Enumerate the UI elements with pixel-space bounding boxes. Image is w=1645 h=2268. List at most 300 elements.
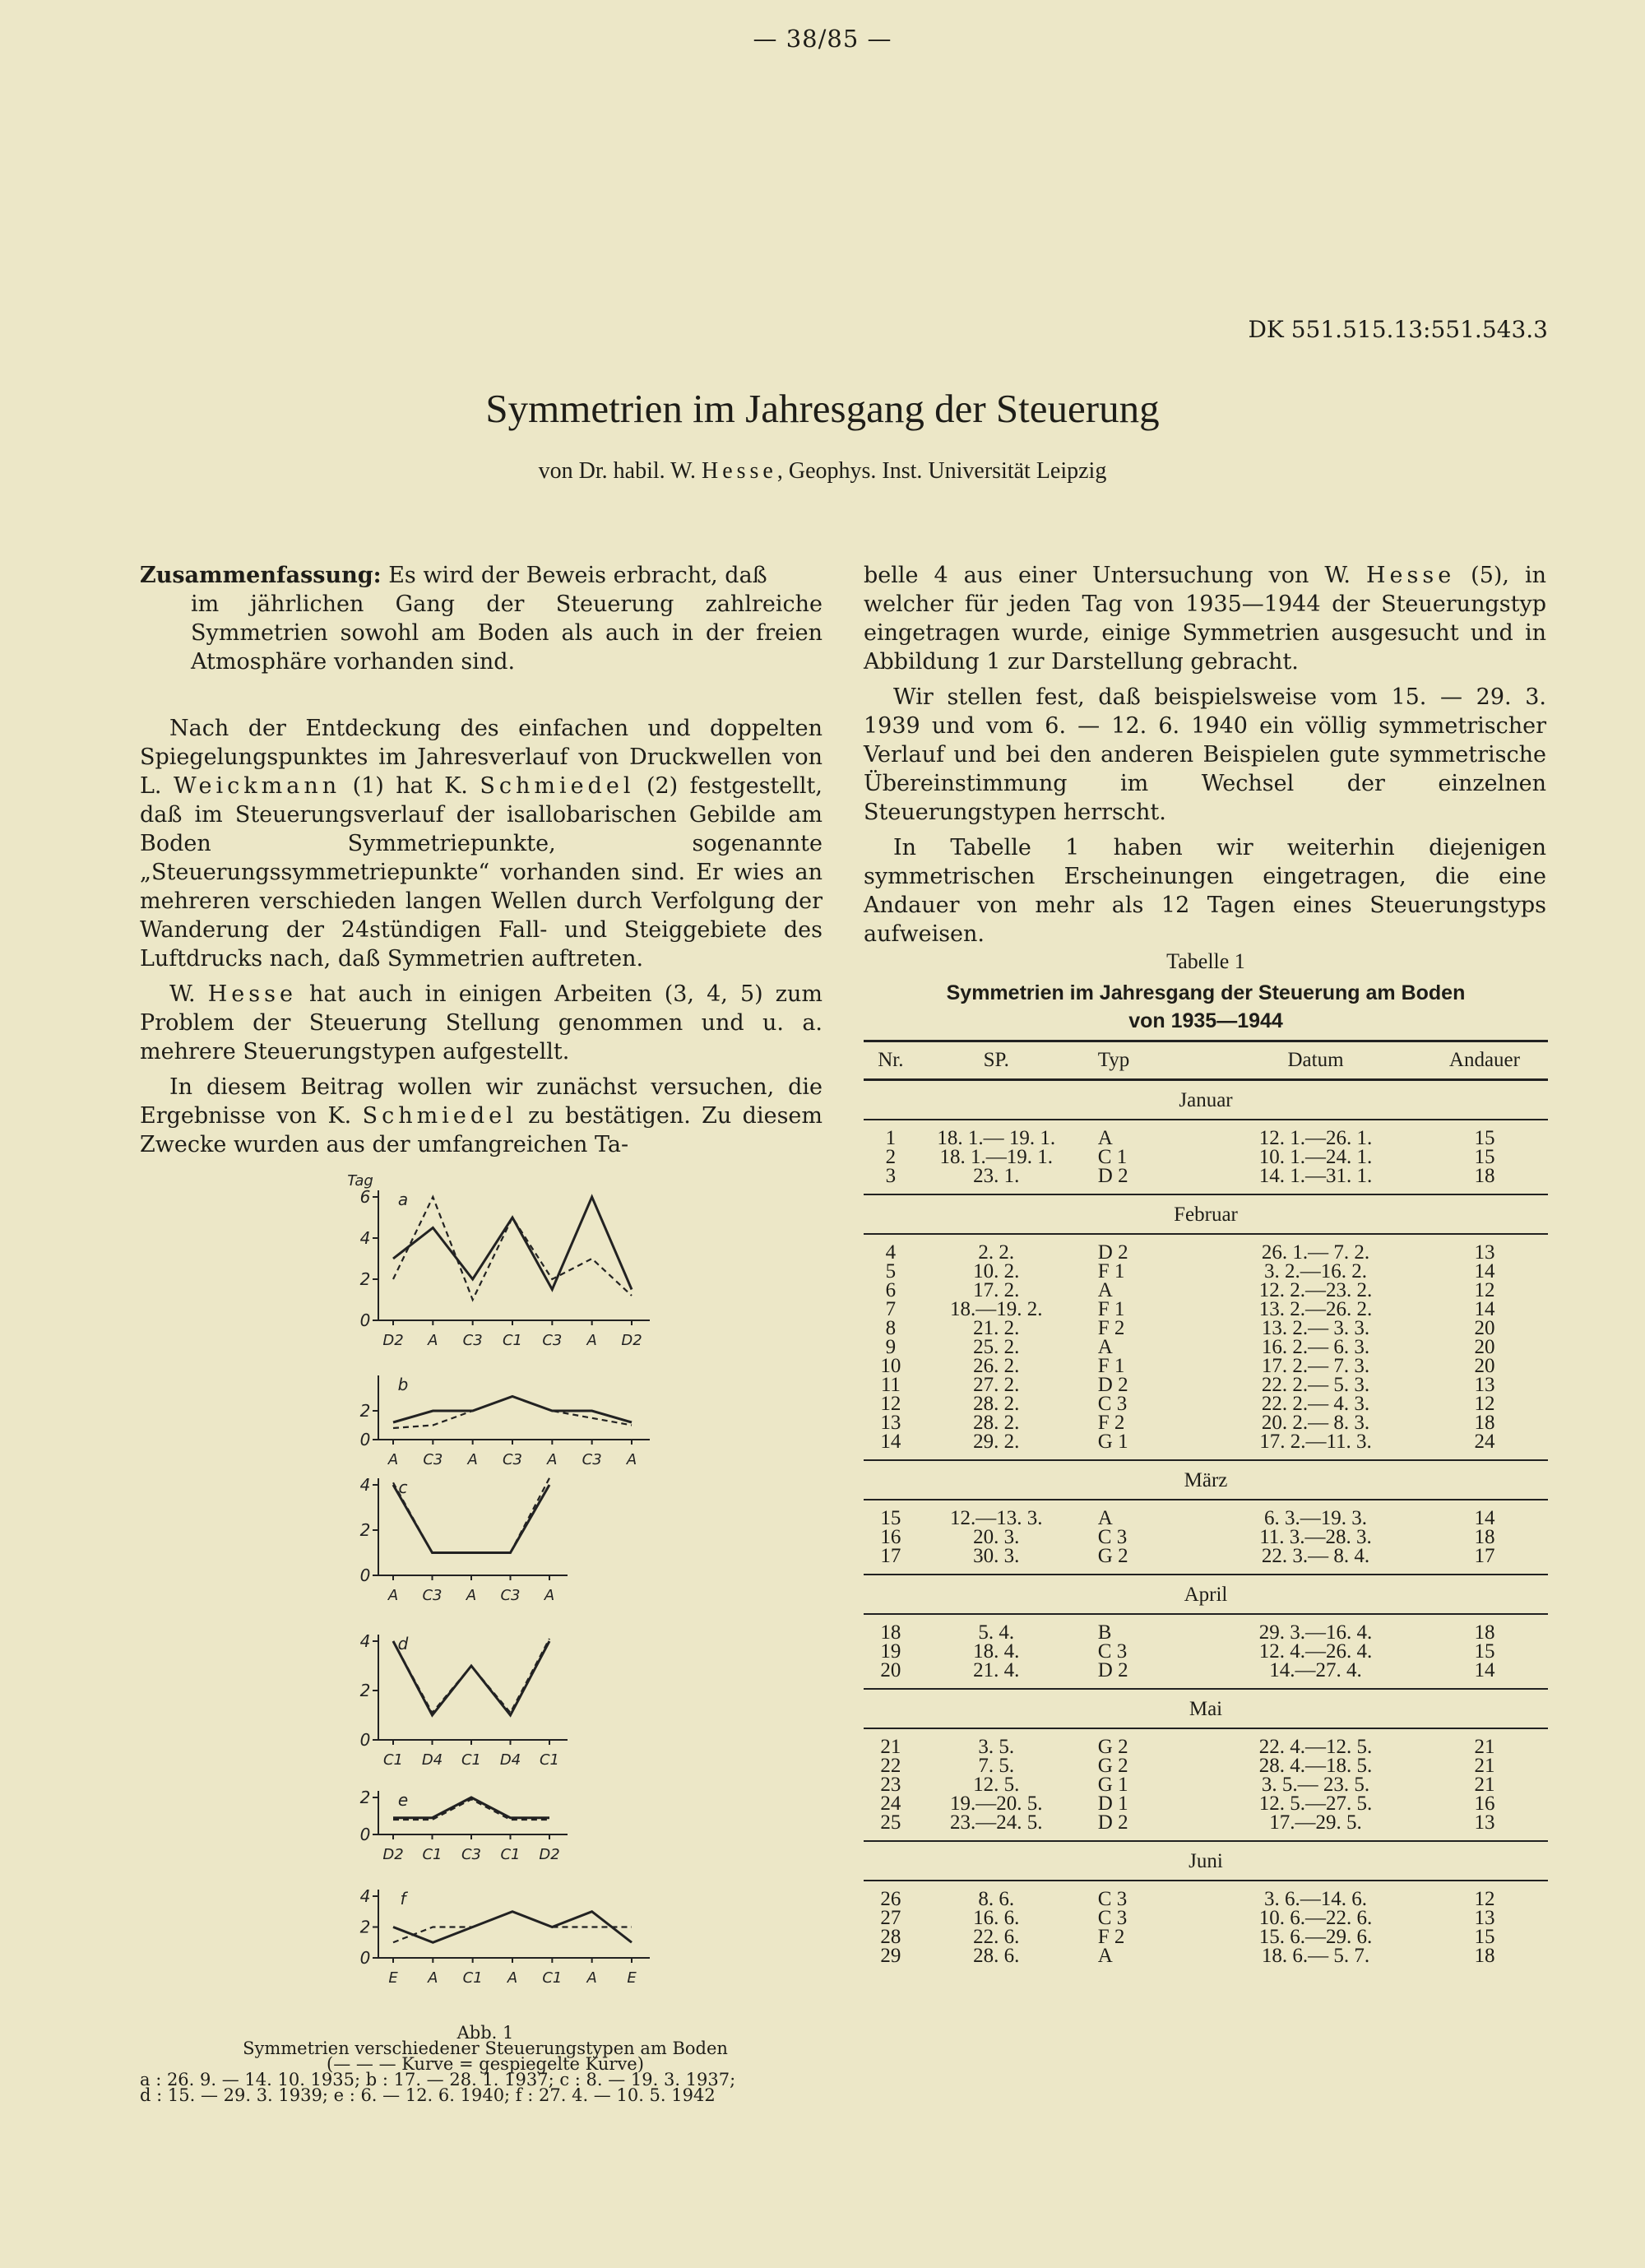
month-row [864, 1460, 1548, 1500]
cell-andauer: 21 [1474, 1755, 1495, 1777]
panel-label: d [397, 1634, 409, 1653]
table-row [864, 1775, 1548, 1794]
cell-typ: G 2 [1097, 1755, 1128, 1777]
cell-sp: 12. 5. [973, 1774, 1020, 1796]
cell-nr: 2 [885, 1146, 897, 1168]
cell-sp: 21. 2. [973, 1317, 1020, 1339]
cell-sp: 27. 2. [973, 1374, 1020, 1396]
cell-sp: 18. 4. [973, 1640, 1020, 1663]
x-tick-label: C1 [502, 1332, 523, 1349]
table-caption: Tabelle 1 [1166, 949, 1245, 973]
table-header-row [864, 1041, 1548, 1080]
p1-text-a: Nach der Entdeckung des einfachen und doppelten Spiegelungspunktes im Jahresverlauf von Druckwellen von L. [140, 716, 822, 799]
cell-nr: 23 [880, 1774, 901, 1796]
cell-sp: 28. 2. [973, 1393, 1020, 1415]
month-row [864, 1080, 1548, 1120]
table-subtitle [864, 979, 1548, 1035]
table-row [864, 1432, 1548, 1451]
summary-label: Zusammenfassung: [140, 563, 382, 588]
cell-datum: 22. 4.—12. 5. [1258, 1736, 1373, 1758]
p2-text-a: W. [169, 981, 208, 1007]
cell-datum: 3. 5.— 23. 5. [1261, 1774, 1370, 1796]
table-row [864, 1756, 1548, 1775]
cell-nr: 18 [880, 1621, 901, 1644]
cell-sp: 16. 6. [973, 1907, 1020, 1929]
figure-abb1 [288, 1172, 666, 1999]
paragraph-1 [140, 714, 822, 973]
cell-sp: 22. 6. [973, 1926, 1020, 1948]
cell-datum: 22. 2.— 4. 3. [1261, 1393, 1370, 1415]
cell-nr: 16 [880, 1526, 901, 1548]
x-tick-label: C1 [539, 1751, 560, 1769]
cell-datum: 12. 1.—26. 1. [1258, 1127, 1373, 1149]
month-row [864, 1689, 1548, 1728]
cell-nr: 8 [885, 1317, 897, 1339]
cell-datum: 3. 2.—16. 2. [1264, 1260, 1368, 1282]
p3-text-a: In diesem Beitrag wollen wir zunächst versuchen, die Ergebnisse von K. [140, 1074, 822, 1129]
cell-typ: F 1 [1097, 1355, 1125, 1377]
y-tick-label: 2 [359, 1401, 371, 1421]
cell-typ: F 2 [1097, 1412, 1125, 1434]
cell-andauer: 16 [1474, 1793, 1495, 1815]
x-tick-label: C3 [542, 1332, 563, 1349]
cell-typ: F 1 [1097, 1298, 1125, 1320]
table-row [864, 1794, 1548, 1813]
cell-typ: F 1 [1097, 1260, 1125, 1282]
table-row [864, 1375, 1548, 1394]
x-tick-label: E [627, 1969, 637, 1987]
figure-caption [140, 2025, 831, 2103]
p1-text-b: (1) hat K. [341, 773, 480, 799]
cell-andauer: 14 [1474, 1260, 1495, 1282]
month-label: März [864, 1460, 1548, 1500]
table-row [864, 1262, 1548, 1281]
series-line-kurve [393, 1485, 549, 1553]
cell-nr: 17 [880, 1545, 901, 1567]
paragraph-2 [140, 980, 822, 1066]
month-label: April [864, 1575, 1548, 1614]
x-tick-label: A [466, 1587, 477, 1604]
table-row [864, 1909, 1548, 1927]
x-tick-label: C3 [462, 1332, 483, 1349]
cell-sp: 28. 2. [973, 1412, 1020, 1434]
x-tick-label: A [586, 1969, 597, 1987]
cell-sp: 23.—24. 5. [950, 1811, 1043, 1834]
cell-datum: 17. 2.— 7. 3. [1261, 1355, 1370, 1377]
author-name: Hesse [701, 458, 777, 484]
cell-typ: D 2 [1097, 1374, 1128, 1396]
cell-sp: 12.—13. 3. [950, 1507, 1043, 1529]
col-header-datum: Datum [1210, 1041, 1421, 1080]
month-row [864, 1575, 1548, 1614]
cell-sp: 2. 2. [978, 1241, 1015, 1264]
cell-typ: G 2 [1097, 1736, 1128, 1758]
cell-nr: 26 [880, 1888, 901, 1910]
cell-datum: 10. 6.—22. 6. [1258, 1907, 1373, 1929]
p1-text-c: (2) festgestellt, daß im Steuerungsverlauf der isallobarischen Gebilde am Boden Symmetriepunkte, sogenannte „Steuerungssymmetriepunkte“ vorhanden sind. Er wies an mehreren verschieden langen Wellen durch Verfolgung der Wanderung der 24stündigen Fall- und Steiggebiete des Luftdrucks nach, daß Symmetrien auftreten. [140, 773, 822, 972]
x-tick-label: A [586, 1332, 597, 1349]
author-prefix: von Dr. habil. W. [538, 458, 702, 484]
y-axis-label: Tag [347, 1172, 373, 1190]
cell-andauer: 13 [1474, 1374, 1495, 1396]
cell-datum: 6. 3.—19. 3. [1264, 1507, 1368, 1529]
cell-typ: A [1097, 1279, 1113, 1301]
cell-sp: 8. 6. [978, 1888, 1015, 1910]
x-tick-label: A [428, 1969, 438, 1987]
table-row [864, 1528, 1548, 1547]
table-row [864, 1946, 1548, 1965]
cell-nr: 10 [880, 1355, 901, 1377]
cell-datum: 10. 1.—24. 1. [1258, 1146, 1373, 1168]
cell-andauer: 20 [1474, 1336, 1495, 1358]
cell-sp: 5. 4. [978, 1621, 1015, 1644]
cell-typ: C 3 [1097, 1640, 1128, 1663]
cell-andauer: 18 [1474, 1165, 1495, 1187]
table-subtitle-line1: Symmetrien im Jahresgang der Steuerung am Boden [946, 981, 1466, 1004]
cell-nr: 29 [880, 1945, 901, 1967]
figure-caption-line1: Symmetrien verschiedener Steuerungstypen am Boden [243, 2038, 728, 2058]
x-tick-label: C1 [422, 1846, 443, 1863]
cell-andauer: 14 [1474, 1298, 1495, 1320]
right-paragraph-1 [864, 561, 1546, 676]
cell-sp: 7. 5. [978, 1755, 1015, 1777]
cell-typ: F 2 [1097, 1926, 1125, 1948]
page-title: Symmetrien im Jahresgang der Steuerung [485, 386, 1160, 431]
cell-datum: 29. 3.—16. 4. [1258, 1621, 1373, 1644]
p3-text-b: zu bestätigen. Zu diesem Zwecke wurden aus der umfangreichen Ta- [140, 1103, 823, 1157]
y-tick-label: 0 [359, 1730, 371, 1750]
cell-andauer: 20 [1474, 1355, 1495, 1377]
cell-sp: 28. 6. [973, 1945, 1020, 1967]
table-row [864, 1281, 1548, 1300]
p1-name-schmiedel: Schmiedel [480, 773, 635, 799]
cell-typ: C 3 [1097, 1907, 1128, 1929]
cell-typ: F 2 [1097, 1317, 1125, 1339]
cell-nr: 22 [880, 1755, 901, 1777]
cell-andauer: 18 [1474, 1621, 1495, 1644]
y-tick-label: 4 [359, 1631, 371, 1651]
cell-nr: 12 [880, 1393, 901, 1415]
y-tick-label: 0 [359, 1825, 371, 1844]
cell-typ: C 1 [1097, 1146, 1128, 1168]
cell-datum: 18. 6.— 5. 7. [1261, 1945, 1370, 1967]
col-header-typ: Typ [1075, 1041, 1210, 1080]
x-tick-label: A [467, 1451, 478, 1468]
table-row [864, 1243, 1548, 1262]
cell-nr: 13 [880, 1412, 901, 1434]
cell-typ: C 3 [1097, 1526, 1128, 1548]
cell-sp: 26. 2. [973, 1355, 1020, 1377]
cell-andauer: 15 [1474, 1127, 1495, 1149]
x-tick-label: A [387, 1451, 399, 1468]
right-paragraph-3: In Tabelle 1 haben wir weiterhin diejenigen symmetrischen Erscheinungen eingetragen, die eine Andauer von mehr als 12 Tagen eines Steuerungstyps aufweisen. [864, 835, 1546, 947]
p3-name-schmiedel: Schmiedel [362, 1103, 517, 1129]
panel-label: a [397, 1190, 409, 1209]
table-row [864, 1813, 1548, 1832]
table-body [864, 1080, 1548, 1974]
x-tick-label: A [507, 1969, 518, 1987]
cell-typ: D 2 [1097, 1241, 1128, 1264]
cell-andauer: 14 [1474, 1507, 1495, 1529]
y-tick-label: 2 [359, 1681, 371, 1700]
x-tick-label: D2 [382, 1332, 404, 1349]
cell-andauer: 15 [1474, 1640, 1495, 1663]
cell-andauer: 13 [1474, 1811, 1495, 1834]
cell-nr: 24 [880, 1793, 901, 1815]
cell-sp: 23. 1. [973, 1165, 1020, 1187]
cell-nr: 28 [880, 1926, 901, 1948]
table-row [864, 1661, 1548, 1680]
cell-typ: D 2 [1097, 1811, 1128, 1834]
table-row [864, 1357, 1548, 1375]
summary [140, 561, 822, 676]
cell-typ: A [1097, 1336, 1113, 1358]
y-tick-label: 6 [359, 1187, 371, 1207]
cell-nr: 21 [880, 1736, 901, 1758]
x-tick-label: A [626, 1451, 637, 1468]
cell-sp: 19.—20. 5. [950, 1793, 1043, 1815]
series-line-gespiegelt [393, 1197, 632, 1300]
y-tick-label: 2 [359, 1788, 371, 1807]
cell-andauer: 18 [1474, 1412, 1495, 1434]
cell-typ: D 2 [1097, 1165, 1128, 1187]
cell-andauer: 12 [1474, 1888, 1495, 1910]
cell-datum: 16. 2.— 6. 3. [1261, 1336, 1370, 1358]
p2-name-hesse: Hesse [207, 981, 297, 1007]
y-tick-label: 4 [359, 1228, 371, 1248]
x-tick-label: D4 [421, 1751, 443, 1769]
x-tick-label: D2 [621, 1332, 642, 1349]
x-tick-label: C1 [462, 1969, 483, 1987]
table-row [864, 1413, 1548, 1432]
symmetry-table [864, 1040, 1548, 1973]
y-tick-label: 0 [359, 1948, 371, 1968]
table-row [864, 1394, 1548, 1413]
cell-sp: 3. 5. [978, 1736, 1015, 1758]
cell-nr: 14 [880, 1431, 901, 1453]
x-tick-label: E [388, 1969, 398, 1987]
y-tick-label: 0 [359, 1430, 371, 1449]
month-label: Februar [864, 1194, 1548, 1234]
rp1-text-b: (5), in welcher für jeden Tag von 1935—1944 der Steuerungstyp eingetragen wurde, einige Symmetrien ausgesucht und in Abbildung 1 zur Darstellung gebracht. [864, 563, 1546, 675]
x-tick-label: D2 [539, 1846, 560, 1863]
figure-caption-line2: (— — — Kurve = gespiegelte Kurve) [327, 2054, 644, 2074]
x-tick-label: D4 [499, 1751, 521, 1769]
cell-datum: 20. 2.— 8. 3. [1261, 1412, 1370, 1434]
table-row [864, 1129, 1548, 1148]
table-row [864, 1927, 1548, 1946]
summary-first: Es wird der Beweis erbracht, daß [381, 563, 767, 588]
cell-sp: 21. 4. [973, 1659, 1020, 1681]
x-tick-label: C3 [500, 1587, 521, 1604]
x-tick-label: C3 [461, 1846, 482, 1863]
dk-classification: DK 551.515.13:551.543.3 [1248, 316, 1548, 343]
month-label: Juni [864, 1841, 1548, 1881]
col-header-nr: Nr. [864, 1041, 918, 1080]
cell-nr: 15 [880, 1507, 901, 1529]
cell-andauer: 13 [1474, 1907, 1495, 1929]
cell-andauer: 21 [1474, 1736, 1495, 1758]
cell-typ: A [1097, 1945, 1113, 1967]
table-row [864, 1300, 1548, 1319]
month-row [864, 1194, 1548, 1234]
x-tick-label: C1 [461, 1751, 482, 1769]
cell-andauer: 17 [1474, 1545, 1495, 1567]
cell-datum: 28. 4.—18. 5. [1258, 1755, 1373, 1777]
cell-datum: 26. 1.— 7. 2. [1261, 1241, 1370, 1264]
cell-nr: 4 [885, 1241, 897, 1264]
table-row [864, 1737, 1548, 1756]
cell-nr: 6 [885, 1279, 897, 1301]
cell-sp: 29. 2. [973, 1431, 1020, 1453]
panel-label: f [400, 1889, 406, 1909]
cell-andauer: 24 [1474, 1431, 1495, 1453]
cell-andauer: 13 [1474, 1241, 1495, 1264]
x-tick-label: C3 [422, 1587, 443, 1604]
cell-nr: 7 [885, 1298, 897, 1320]
cell-nr: 3 [885, 1165, 897, 1187]
p2-text-b: hat auch in einigen Arbeiten (3, 4, 5) zum Problem der Steuerung Stellung genommen und u. a. mehrere Steuerungstypen aufgestellt. [140, 981, 822, 1064]
table-row [864, 1148, 1548, 1166]
paragraph-3 [140, 1073, 822, 1159]
cell-andauer: 21 [1474, 1774, 1495, 1796]
x-tick-label: C1 [382, 1751, 404, 1769]
y-tick-label: 0 [359, 1310, 371, 1330]
rp1-text-a: belle 4 aus einer Untersuchung von W. [864, 563, 1366, 588]
cell-nr: 27 [880, 1907, 901, 1929]
cell-typ: G 1 [1097, 1774, 1128, 1796]
rp1-name-hesse: Hesse [1365, 563, 1456, 588]
y-tick-label: 4 [359, 1475, 371, 1495]
x-tick-label: A [547, 1451, 558, 1468]
cell-datum: 22. 2.— 5. 3. [1261, 1374, 1370, 1396]
x-tick-label: A [387, 1587, 399, 1604]
x-tick-label: C1 [542, 1969, 563, 1987]
cell-sp: 20. 3. [973, 1526, 1020, 1548]
cell-typ: D 2 [1097, 1659, 1128, 1681]
table-row [864, 1166, 1548, 1185]
cell-datum: 15. 6.—29. 6. [1258, 1926, 1373, 1948]
y-tick-label: 2 [359, 1520, 371, 1540]
page-number: — 38/85 — [753, 25, 892, 53]
x-tick-label: C3 [582, 1451, 602, 1468]
x-tick-label: C1 [500, 1846, 521, 1863]
cell-datum: 12. 2.—23. 2. [1258, 1279, 1373, 1301]
cell-datum: 12. 4.—26. 4. [1258, 1640, 1373, 1663]
col-header-andauer: Andauer [1421, 1041, 1548, 1080]
table-row [864, 1319, 1548, 1338]
series-line-gespiegelt [393, 1478, 549, 1553]
table-subtitle-line2: von 1935—1944 [1128, 1009, 1283, 1032]
cell-nr: 20 [880, 1659, 901, 1681]
month-label: Januar [864, 1080, 1548, 1120]
cell-typ: A [1097, 1507, 1113, 1529]
cell-sp: 30. 3. [973, 1545, 1020, 1567]
cell-typ: G 2 [1097, 1545, 1128, 1567]
cell-andauer: 15 [1474, 1926, 1495, 1948]
cell-typ: G 1 [1097, 1431, 1128, 1453]
table-row [864, 1890, 1548, 1909]
cell-sp: 18.—19. 2. [950, 1298, 1043, 1320]
cell-datum: 13. 2.—26. 2. [1258, 1298, 1373, 1320]
cell-datum: 17. 2.—11. 3. [1259, 1431, 1372, 1453]
y-tick-label: 2 [359, 1917, 371, 1937]
cell-sp: 18. 1.—19. 1. [939, 1146, 1053, 1168]
cell-datum: 14.—27. 4. [1269, 1659, 1362, 1681]
cell-datum: 3. 6.—14. 6. [1264, 1888, 1368, 1910]
panel-label: c [398, 1477, 408, 1497]
figure-caption-line4: d : 15. — 29. 3. 1939; e : 6. — 12. 6. 1940; f : 27. 4. — 10. 5. 1942 [140, 2085, 716, 2105]
y-tick-label: 0 [359, 1565, 371, 1585]
author-affiliation: , Geophys. Inst. Universität Leipzig [776, 458, 1107, 484]
cell-typ: D 1 [1097, 1793, 1128, 1815]
cell-andauer: 20 [1474, 1317, 1495, 1339]
cell-datum: 12. 5.—27. 5. [1258, 1793, 1373, 1815]
cell-datum: 13. 2.— 3. 3. [1261, 1317, 1370, 1339]
table-row [864, 1642, 1548, 1661]
left-column [140, 561, 822, 1166]
table-row [864, 1547, 1548, 1565]
cell-andauer: 12 [1474, 1279, 1495, 1301]
cell-andauer: 18 [1474, 1945, 1495, 1967]
figure-caption-title: Abb. 1 [456, 2023, 514, 2043]
x-tick-label: C3 [502, 1451, 523, 1468]
series-line-kurve [393, 1641, 549, 1715]
cell-datum: 11. 3.—28. 3. [1259, 1526, 1372, 1548]
table-row [864, 1338, 1548, 1357]
cell-nr: 25 [880, 1811, 901, 1834]
cell-andauer: 15 [1474, 1146, 1495, 1168]
cell-nr: 1 [885, 1127, 897, 1149]
cell-nr: 5 [885, 1260, 897, 1282]
cell-typ: C 3 [1097, 1393, 1128, 1415]
p1-name-weickmann: Weickmann [173, 773, 341, 799]
x-tick-label: C3 [423, 1451, 443, 1468]
panel-label: e [397, 1790, 409, 1810]
x-tick-label: A [544, 1587, 555, 1604]
cell-sp: 17. 2. [973, 1279, 1020, 1301]
cell-nr: 11 [880, 1374, 901, 1396]
author-line [0, 458, 1645, 485]
cell-datum: 22. 3.— 8. 4. [1261, 1545, 1370, 1567]
cell-nr: 19 [880, 1640, 901, 1663]
series-line-kurve [393, 1197, 632, 1290]
table-row [864, 1623, 1548, 1642]
cell-andauer: 12 [1474, 1393, 1495, 1415]
x-tick-label: A [428, 1332, 438, 1349]
month-label: Mai [864, 1689, 1548, 1728]
cell-typ: B [1097, 1621, 1112, 1644]
cell-sp: 10. 2. [973, 1260, 1020, 1282]
y-tick-label: 2 [359, 1269, 371, 1289]
x-tick-label: D2 [382, 1846, 404, 1863]
series-line-kurve [393, 1797, 549, 1818]
series-line-gespiegelt [393, 1639, 549, 1713]
cell-typ: C 3 [1097, 1888, 1128, 1910]
cell-datum: 17.—29. 5. [1269, 1811, 1362, 1834]
month-row [864, 1841, 1548, 1881]
table-row [864, 1509, 1548, 1528]
col-header-sp: SP. [918, 1041, 1075, 1080]
y-tick-label: 4 [359, 1886, 371, 1906]
figure-caption-line3: a : 26. 9. — 14. 10. 1935; b : 17. — 28. 1. 1937; c : 8. — 19. 3. 1937; [140, 2070, 736, 2089]
right-column [864, 561, 1546, 955]
summary-rest: im jährlichen Gang der Steuerung zahlreiche Symmetrien sowohl am Boden als auch in der freien Atmosphäre vorhanden sind. [191, 591, 822, 675]
cell-datum: 14. 1.—31. 1. [1258, 1165, 1373, 1187]
cell-nr: 9 [885, 1336, 897, 1358]
panel-label: b [397, 1375, 409, 1394]
cell-andauer: 18 [1474, 1526, 1495, 1548]
